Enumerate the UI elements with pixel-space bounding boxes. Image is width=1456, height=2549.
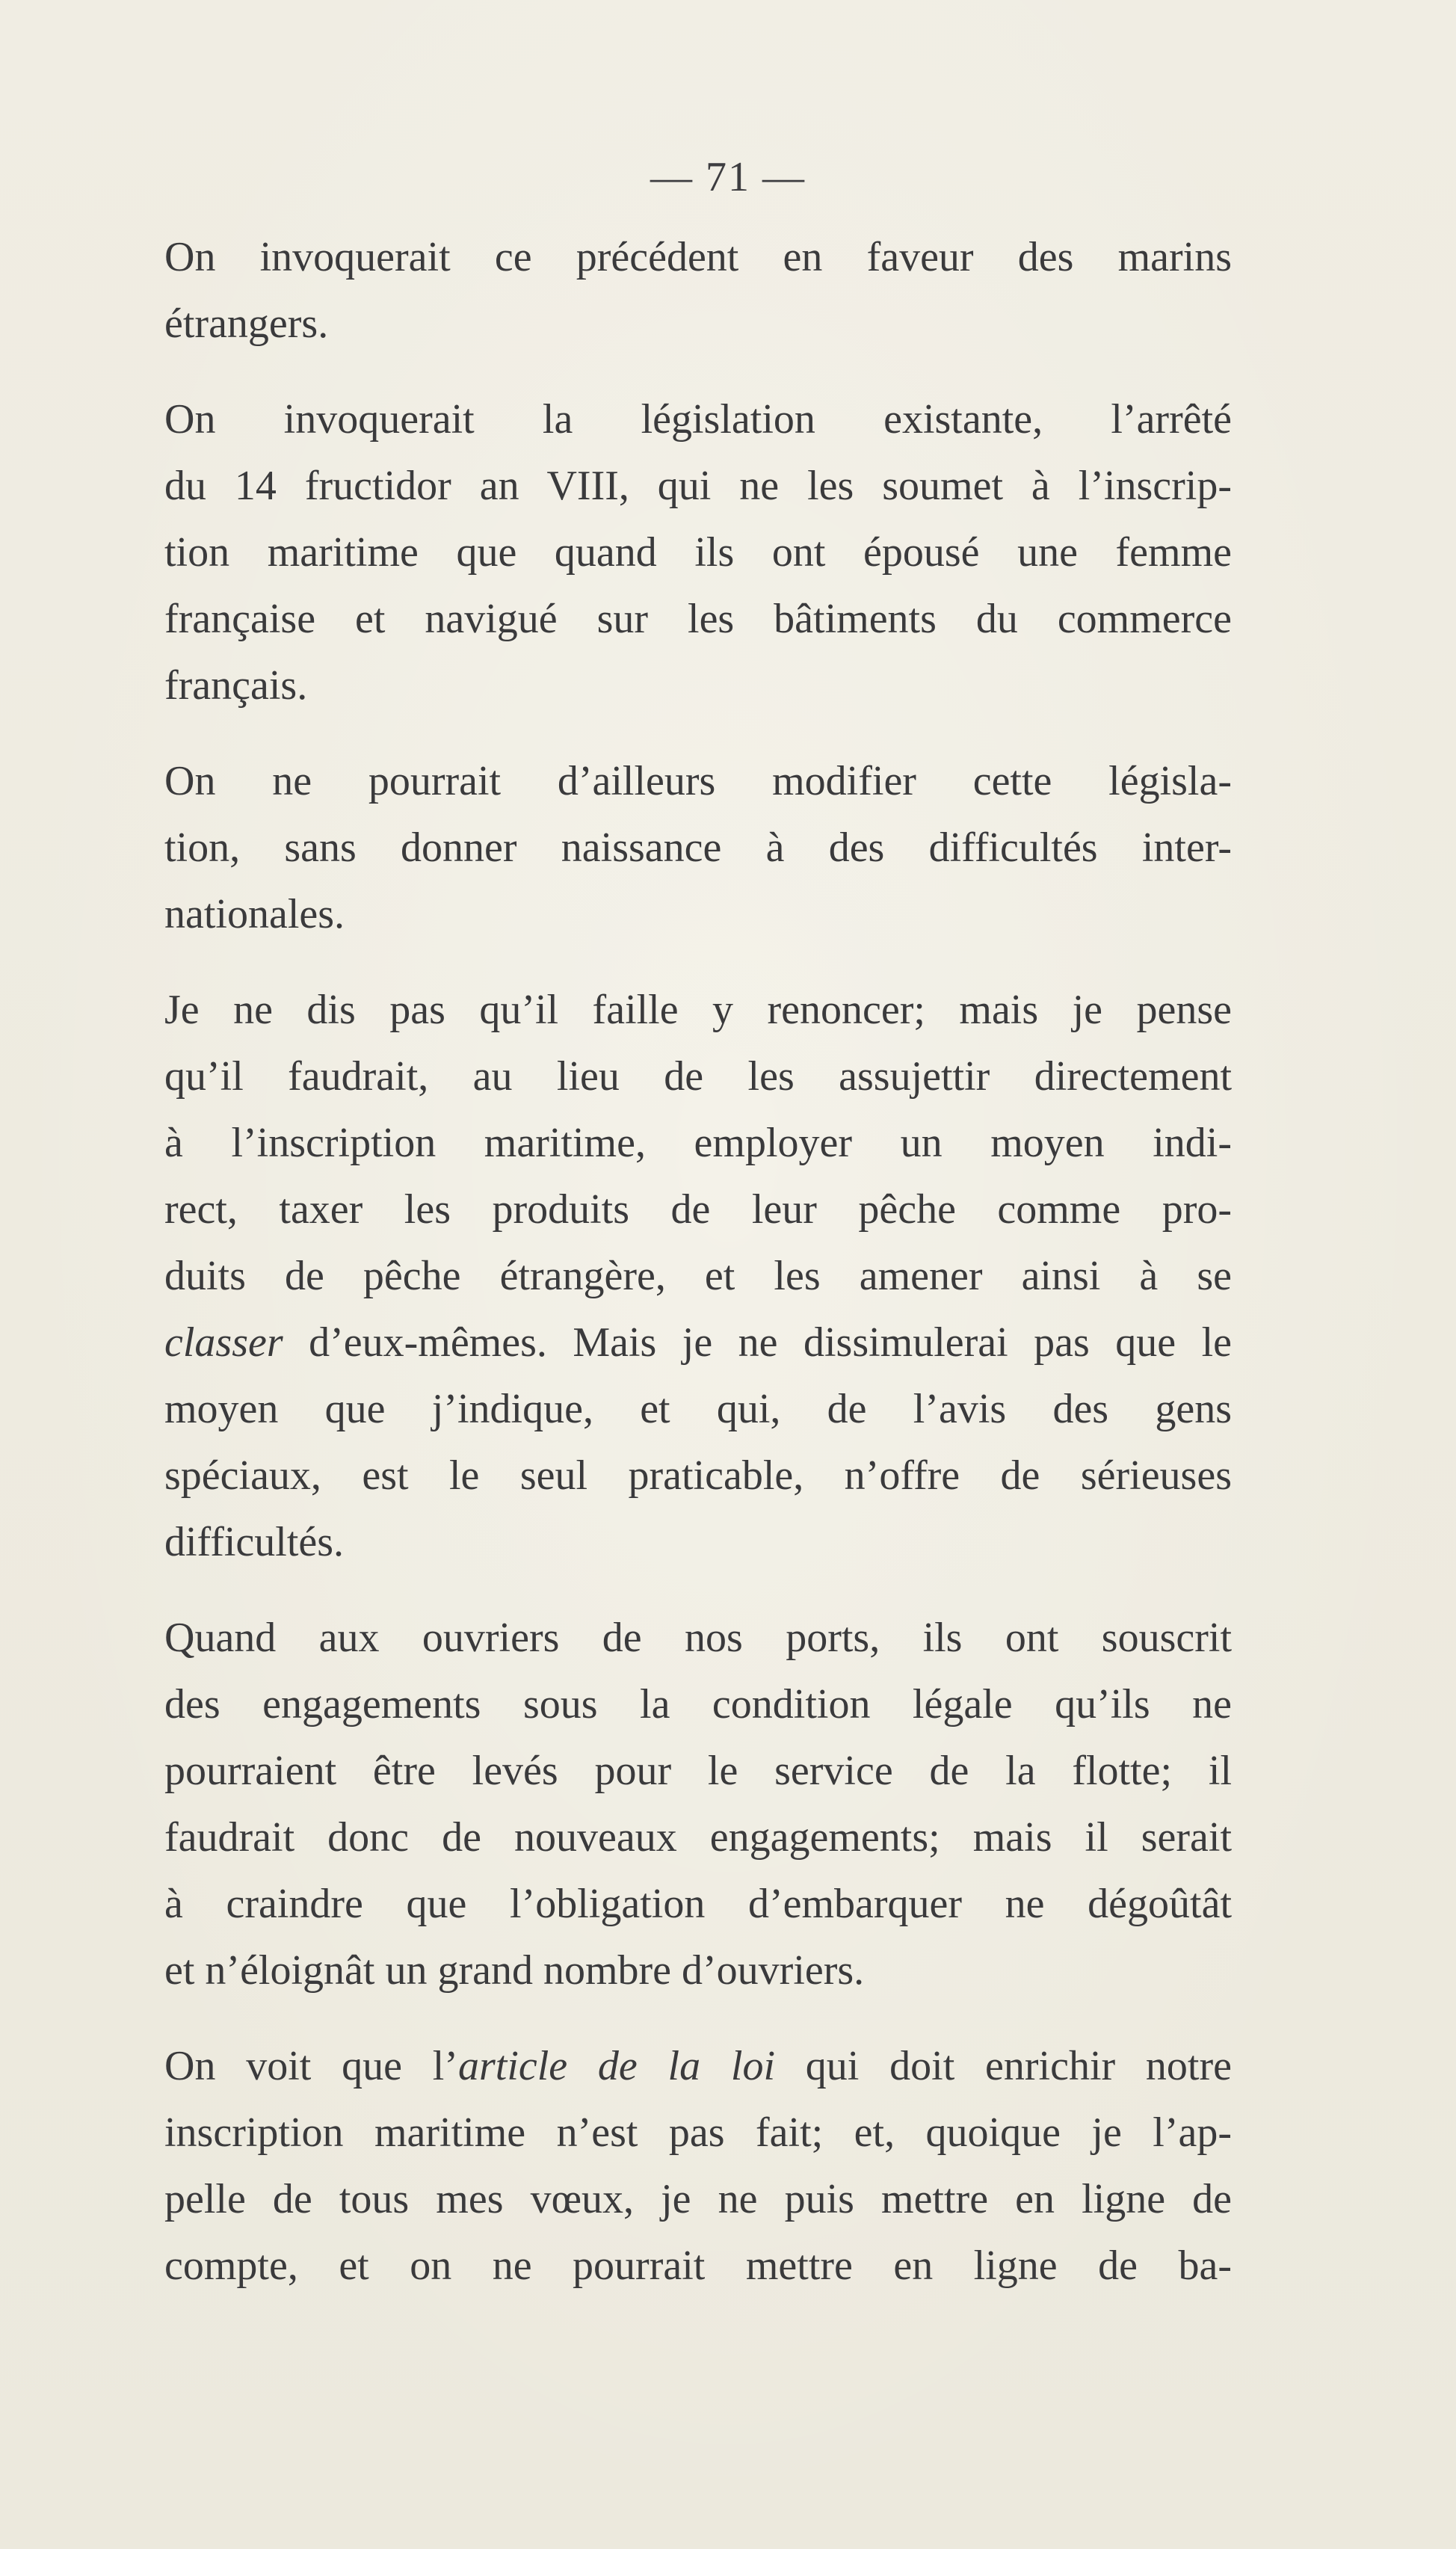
text-line: qu’il faudrait, au lieu de les assujettir directement — [164, 1053, 1232, 1100]
text-line: rect, taxer les produits de leur pêche comme pro- — [164, 1186, 1232, 1233]
text-line: nationales. — [164, 891, 345, 937]
text-line: française et navigué sur les bâtiments du commerce — [164, 596, 1232, 642]
text-line: compte, et on ne pourrait mettre en ligne de ba- — [164, 2243, 1232, 2289]
text-line: pourraient être levés pour le service de la flotte; il — [164, 1748, 1232, 1794]
text-line: inscription maritime n’est pas fait; et, quoique je l’ap- — [164, 2109, 1232, 2156]
text-line: spéciaux, est le seul praticable, n’offre de sérieuses — [164, 1452, 1232, 1499]
text-line: On ne pourrait d’ailleurs modifier cette législa- — [164, 758, 1232, 804]
paragraph-3 — [164, 748, 1232, 948]
text-line: et n’éloignât un grand nombre d’ouvriers. — [164, 1947, 865, 1994]
text-line: français. — [164, 662, 308, 709]
text-line: difficultés. — [164, 1519, 345, 1565]
text-line — [164, 1310, 1232, 1376]
text-line — [164, 2033, 1232, 2100]
text-line: du 14 fructidor an VIII, qui ne les soumet à l’inscrip- — [164, 463, 1232, 509]
text-line: moyen que j’indique, et qui, de l’avis des gens — [164, 1386, 1232, 1432]
page-number: — 71 — — [650, 154, 806, 200]
text-line: duits de pêche étrangère, et les amener ainsi à se — [164, 1253, 1232, 1299]
text-line: à craindre que l’obligation d’embarquer ne dégoûtât — [164, 1881, 1232, 1927]
text-fragment: qui doit enrichir notre — [775, 2043, 1232, 2089]
italic-phrase: article de la loi — [457, 2043, 776, 2089]
text-line: étrangers. — [164, 300, 329, 347]
text-fragment: d’eux-mêmes. Mais je ne dissimulerai pas que le — [283, 1319, 1232, 1366]
text-line: faudrait donc de nouveaux engagements; mais il serait — [164, 1814, 1232, 1861]
text-line: On invoquerait la législation existante, l’arrêté — [164, 396, 1232, 443]
paragraph-6 — [164, 2033, 1232, 2299]
text-line: Quand aux ouvriers de nos ports, ils ont souscrit — [164, 1615, 1232, 1661]
paragraph-4 — [164, 977, 1232, 1576]
text-line: Je ne dis pas qu’il faille y renoncer; mais je pense — [164, 987, 1232, 1033]
paragraph-1 — [164, 224, 1232, 357]
text-line: pelle de tous mes vœux, je ne puis mettre en ligne de — [164, 2176, 1232, 2222]
body-text — [164, 224, 1232, 2328]
text-line: On invoquerait ce précédent en faveur des marins — [164, 234, 1232, 280]
text-line: à l’inscription maritime, employer un moyen indi- — [164, 1120, 1232, 1166]
text-fragment: On voit que l’ — [164, 2043, 458, 2089]
italic-word: classer — [164, 1319, 283, 1366]
text-line: tion, sans donner naissance à des difficultés inter- — [164, 825, 1232, 871]
paragraph-5 — [164, 1605, 1232, 2004]
text-line: des engagements sous la condition légale qu’ils ne — [164, 1681, 1232, 1727]
text-line: tion maritime que quand ils ont épousé une femme — [164, 529, 1232, 576]
paragraph-2 — [164, 386, 1232, 719]
